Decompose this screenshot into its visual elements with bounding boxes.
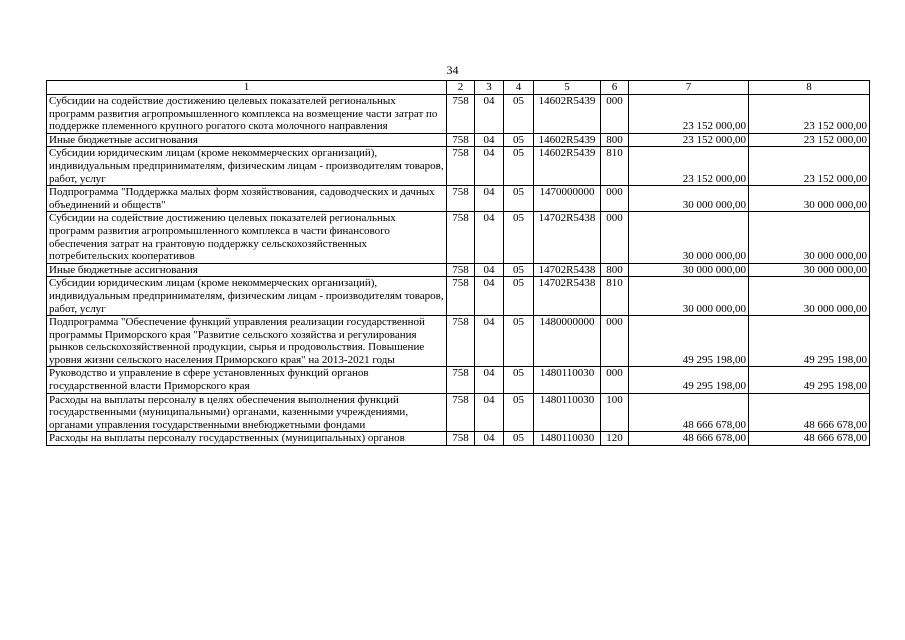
table-row	[47, 147, 870, 186]
row-expense-type: 810	[601, 147, 629, 186]
row-expense-type: 100	[601, 393, 629, 432]
header-cell-6: 6	[601, 81, 629, 95]
row-name: Субсидии на содействие достижению целевых показателей региональных программ развития агропромышленного комплекса в части финансового обеспечения затрат на грантовую поддержку сельскохозяйственных потребительских кооперативов	[47, 212, 447, 263]
row-amount-2: 49 295 198,00	[749, 367, 870, 393]
row-name: Иные бюджетные ассигнования	[47, 263, 447, 277]
row-amount-1: 30 000 000,00	[629, 212, 749, 263]
row-subsection: 05	[504, 316, 534, 367]
row-target-code: 14602R5439	[534, 133, 601, 147]
row-subsection: 05	[504, 263, 534, 277]
row-ministry-code: 758	[447, 263, 475, 277]
table-row	[47, 316, 870, 367]
row-name: Расходы на выплаты персоналу государственных (муниципальных) органов	[47, 432, 447, 446]
header-cell-1: 1	[47, 81, 447, 95]
table-row	[47, 186, 870, 212]
row-amount-2: 23 152 000,00	[749, 133, 870, 147]
row-amount-2: 30 000 000,00	[749, 277, 870, 316]
row-expense-type: 000	[601, 212, 629, 263]
row-subsection: 05	[504, 186, 534, 212]
row-section: 04	[475, 432, 504, 446]
row-name: Субсидии на содействие достижению целевых показателей региональных программ развития агропромышленного комплекса на возмещение части затрат по поддержке племенного крупного рогатого скота молочного направления	[47, 95, 447, 134]
row-subsection: 05	[504, 212, 534, 263]
row-target-code: 1480110030	[534, 367, 601, 393]
row-subsection: 05	[504, 367, 534, 393]
row-target-code: 14702R5438	[534, 263, 601, 277]
row-expense-type: 810	[601, 277, 629, 316]
row-subsection: 05	[504, 95, 534, 134]
row-expense-type: 000	[601, 367, 629, 393]
row-amount-2: 23 152 000,00	[749, 95, 870, 134]
row-expense-type: 800	[601, 133, 629, 147]
row-name: Иные бюджетные ассигнования	[47, 133, 447, 147]
row-section: 04	[475, 277, 504, 316]
header-cell-7: 7	[629, 81, 749, 95]
row-amount-1: 48 666 678,00	[629, 432, 749, 446]
row-amount-2: 48 666 678,00	[749, 432, 870, 446]
header-cell-2: 2	[447, 81, 475, 95]
table-row	[47, 393, 870, 432]
header-cell-4: 4	[504, 81, 534, 95]
header-cell-8: 8	[749, 81, 870, 95]
row-target-code: 14702R5438	[534, 277, 601, 316]
table-row	[47, 263, 870, 277]
row-section: 04	[475, 212, 504, 263]
row-ministry-code: 758	[447, 212, 475, 263]
row-ministry-code: 758	[447, 393, 475, 432]
row-ministry-code: 758	[447, 316, 475, 367]
row-target-code: 1480110030	[534, 393, 601, 432]
row-amount-1: 48 666 678,00	[629, 393, 749, 432]
row-amount-2: 48 666 678,00	[749, 393, 870, 432]
row-ministry-code: 758	[447, 367, 475, 393]
header-cell-3: 3	[475, 81, 504, 95]
header-cell-5: 5	[534, 81, 601, 95]
row-subsection: 05	[504, 133, 534, 147]
row-subsection: 05	[504, 393, 534, 432]
row-expense-type: 000	[601, 186, 629, 212]
row-amount-1: 23 152 000,00	[629, 95, 749, 134]
row-name: Подпрограмма "Поддержка малых форм хозяйствования, садоводческих и дачных объединений и обществ"	[47, 186, 447, 212]
row-section: 04	[475, 263, 504, 277]
row-target-code: 1480110030	[534, 432, 601, 446]
row-section: 04	[475, 393, 504, 432]
table-row	[47, 95, 870, 134]
row-expense-type: 800	[601, 263, 629, 277]
row-expense-type: 120	[601, 432, 629, 446]
row-amount-2: 30 000 000,00	[749, 212, 870, 263]
row-target-code: 1470000000	[534, 186, 601, 212]
row-ministry-code: 758	[447, 95, 475, 134]
row-amount-2: 49 295 198,00	[749, 316, 870, 367]
row-amount-1: 30 000 000,00	[629, 263, 749, 277]
row-amount-1: 23 152 000,00	[629, 133, 749, 147]
row-target-code: 14602R5439	[534, 147, 601, 186]
table-row	[47, 432, 870, 446]
row-amount-2: 30 000 000,00	[749, 186, 870, 212]
table-row	[47, 367, 870, 393]
budget-table	[46, 80, 870, 446]
row-name: Субсидии юридическим лицам (кроме некоммерческих организаций), индивидуальным предпринимателям, физическим лицам - производителям товаров, работ, услуг	[47, 147, 447, 186]
row-ministry-code: 758	[447, 147, 475, 186]
table-row	[47, 277, 870, 316]
row-amount-1: 23 152 000,00	[629, 147, 749, 186]
row-amount-2: 30 000 000,00	[749, 263, 870, 277]
header-row	[47, 81, 870, 95]
row-name: Субсидии юридическим лицам (кроме некоммерческих организаций), индивидуальным предпринимателям, физическим лицам - производителям товаров, работ, услуг	[47, 277, 447, 316]
row-section: 04	[475, 367, 504, 393]
row-subsection: 05	[504, 432, 534, 446]
row-subsection: 05	[504, 147, 534, 186]
row-subsection: 05	[504, 277, 534, 316]
row-name: Подпрограмма "Обеспечение функций управления реализации государственной программы Приморского края "Развитие сельского хозяйства и регулирования рынков сельскохозяйственной продукции, сырья и продовольствия. Повышение уровня жизни сельского населения Приморского края" на 2013-2021 годы	[47, 316, 447, 367]
row-section: 04	[475, 186, 504, 212]
row-section: 04	[475, 147, 504, 186]
row-name: Руководство и управление в сфере установленных функций органов государственной власти Приморского края	[47, 367, 447, 393]
row-amount-1: 49 295 198,00	[629, 367, 749, 393]
row-name: Расходы на выплаты персоналу в целях обеспечения выполнения функций государственными (муниципальными) органами, казенными учреждениями, органами управления государственными внебюджетными фондами	[47, 393, 447, 432]
row-section: 04	[475, 133, 504, 147]
row-section: 04	[475, 95, 504, 134]
row-amount-1: 49 295 198,00	[629, 316, 749, 367]
row-expense-type: 000	[601, 95, 629, 134]
row-amount-2: 23 152 000,00	[749, 147, 870, 186]
row-target-code: 14702R5438	[534, 212, 601, 263]
row-ministry-code: 758	[447, 432, 475, 446]
row-ministry-code: 758	[447, 133, 475, 147]
row-ministry-code: 758	[447, 277, 475, 316]
table-row	[47, 133, 870, 147]
row-target-code: 14602R5439	[534, 95, 601, 134]
row-ministry-code: 758	[447, 186, 475, 212]
row-amount-1: 30 000 000,00	[629, 186, 749, 212]
row-expense-type: 000	[601, 316, 629, 367]
row-amount-1: 30 000 000,00	[629, 277, 749, 316]
table-row	[47, 212, 870, 263]
row-section: 04	[475, 316, 504, 367]
row-target-code: 1480000000	[534, 316, 601, 367]
page-number: 34	[446, 63, 459, 77]
